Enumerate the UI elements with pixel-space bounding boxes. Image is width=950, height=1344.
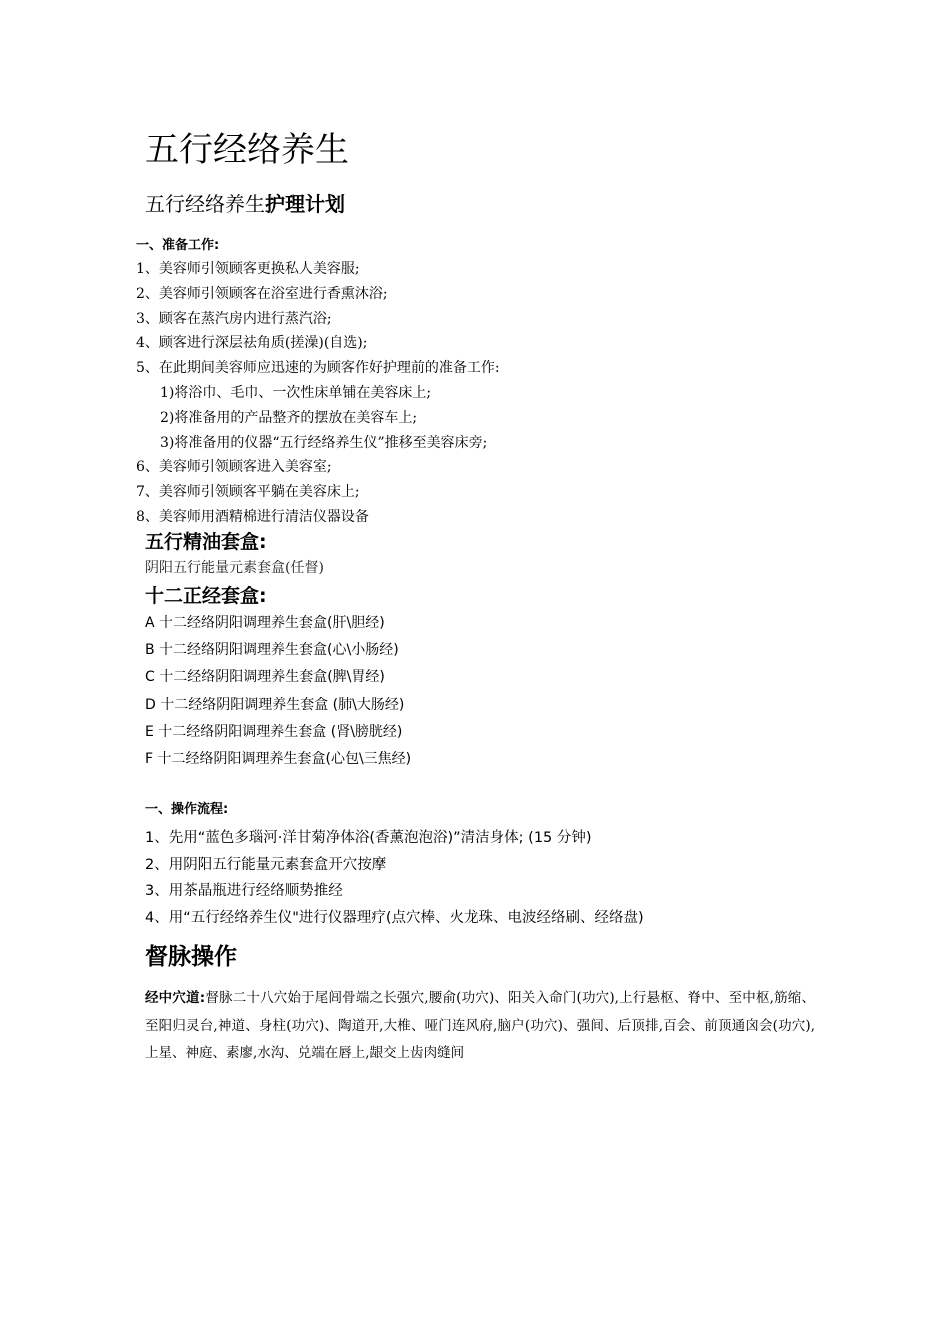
prep-item: 7、美容师引领顾客平躺在美容床上; xyxy=(136,484,360,501)
operation-list xyxy=(145,825,644,931)
meridian-box-item: C 十二经络阴阳调理养生套盒(脾\胃经) xyxy=(145,669,385,686)
meridian-box-item: A 十二经络阴阳调理养生套盒(肝\胆经) xyxy=(145,615,385,631)
page-title: 五行经络养生 xyxy=(145,130,349,170)
meridian-box-item: D 十二经络阴阳调理养生套盒 (肺\大肠经) xyxy=(145,696,405,713)
meridian-box-item: F 十二经络阴阳调理养生套盒(心包\三焦经) xyxy=(145,750,412,767)
prep-sub-item: 1)将浴巾、毛巾、一次性床单铺在美容床上; xyxy=(160,384,432,401)
prep-item: 3、顾客在蒸汽房内进行蒸汽浴; xyxy=(136,310,332,327)
prep-item: 2、美容师引领顾客在浴室进行香熏沐浴; xyxy=(136,285,388,302)
operation-heading: 一、操作流程: xyxy=(145,802,229,817)
operation-step: 2、用阴阳五行能量元素套盒开穴按摩 xyxy=(145,856,387,873)
twelve-meridian-heading: 十二正经套盒: xyxy=(145,585,267,607)
acupoint-text: 督脉二十八穴始于尾闾骨端之长强穴,腰俞(功穴)、阳关入命门(功穴),上行悬枢、脊中、至中枢,筋缩、至阳归灵台,神道、身柱(功穴)、陶道开,大椎、哑门连风府,脑户(功穴)、强间、后顶排,百会、前顶通囟会(功穴),上星、神庭、素廖,水沟、兑端在唇上,龈交上齿肉缝间 xyxy=(145,990,815,1061)
operation-step: 4、用“五行经络养生仪"进行仪器理疗(点穴棒、火龙珠、电波经络刷、经络盘) xyxy=(145,909,644,926)
prep-item: 6、美容师引领顾客进入美容室; xyxy=(136,459,332,476)
operation-step: 1、先用“蓝色多瑙河·洋甘菊净体浴(香薰泡泡浴)”清洁身体; (15 分钟) xyxy=(145,830,592,846)
twelve-meridian-list xyxy=(145,610,411,773)
prep-item: 1、美容师引领顾客更换私人美容服; xyxy=(136,261,360,277)
prep-heading: 一、准备工作: xyxy=(136,238,220,253)
subtitle-normal: 五行经络养生 xyxy=(145,192,265,216)
prep-item: 4、顾客进行深层祛角质(搓澡)(自选); xyxy=(136,335,368,352)
du-meridian-heading: 督脉操作 xyxy=(145,944,237,970)
prep-item: 8、美容师用酒精棉进行清洁仪器设备 xyxy=(136,508,369,525)
acupoint-label: 经中穴道: xyxy=(145,990,206,1006)
prep-list xyxy=(136,257,500,530)
plan-subtitle xyxy=(145,190,345,218)
subtitle-bold: 护理计划 xyxy=(265,192,345,216)
prep-sub-item: 3)将准备用的仪器“五行经络养生仪”推移至美容床旁; xyxy=(160,434,488,451)
meridian-box-item: B 十二经络阴阳调理养生套盒(心\小肠经) xyxy=(145,642,399,659)
meridian-box-item: E 十二经络阴阳调理养生套盒 (肾\膀胱经) xyxy=(145,723,403,740)
prep-sub-item: 2)将准备用的产品整齐的摆放在美容车上; xyxy=(160,409,418,426)
du-meridian-paragraph xyxy=(145,985,815,1068)
oil-heading: 五行精油套盒: xyxy=(145,531,267,553)
oil-item: 阴阳五行能量元素套盒(任督) xyxy=(145,560,324,576)
operation-step: 3、用茶晶瓶进行经络顺势推经 xyxy=(145,883,343,899)
prep-item: 5、在此期间美容师应迅速的为顾客作好护理前的准备工作: xyxy=(136,360,500,377)
